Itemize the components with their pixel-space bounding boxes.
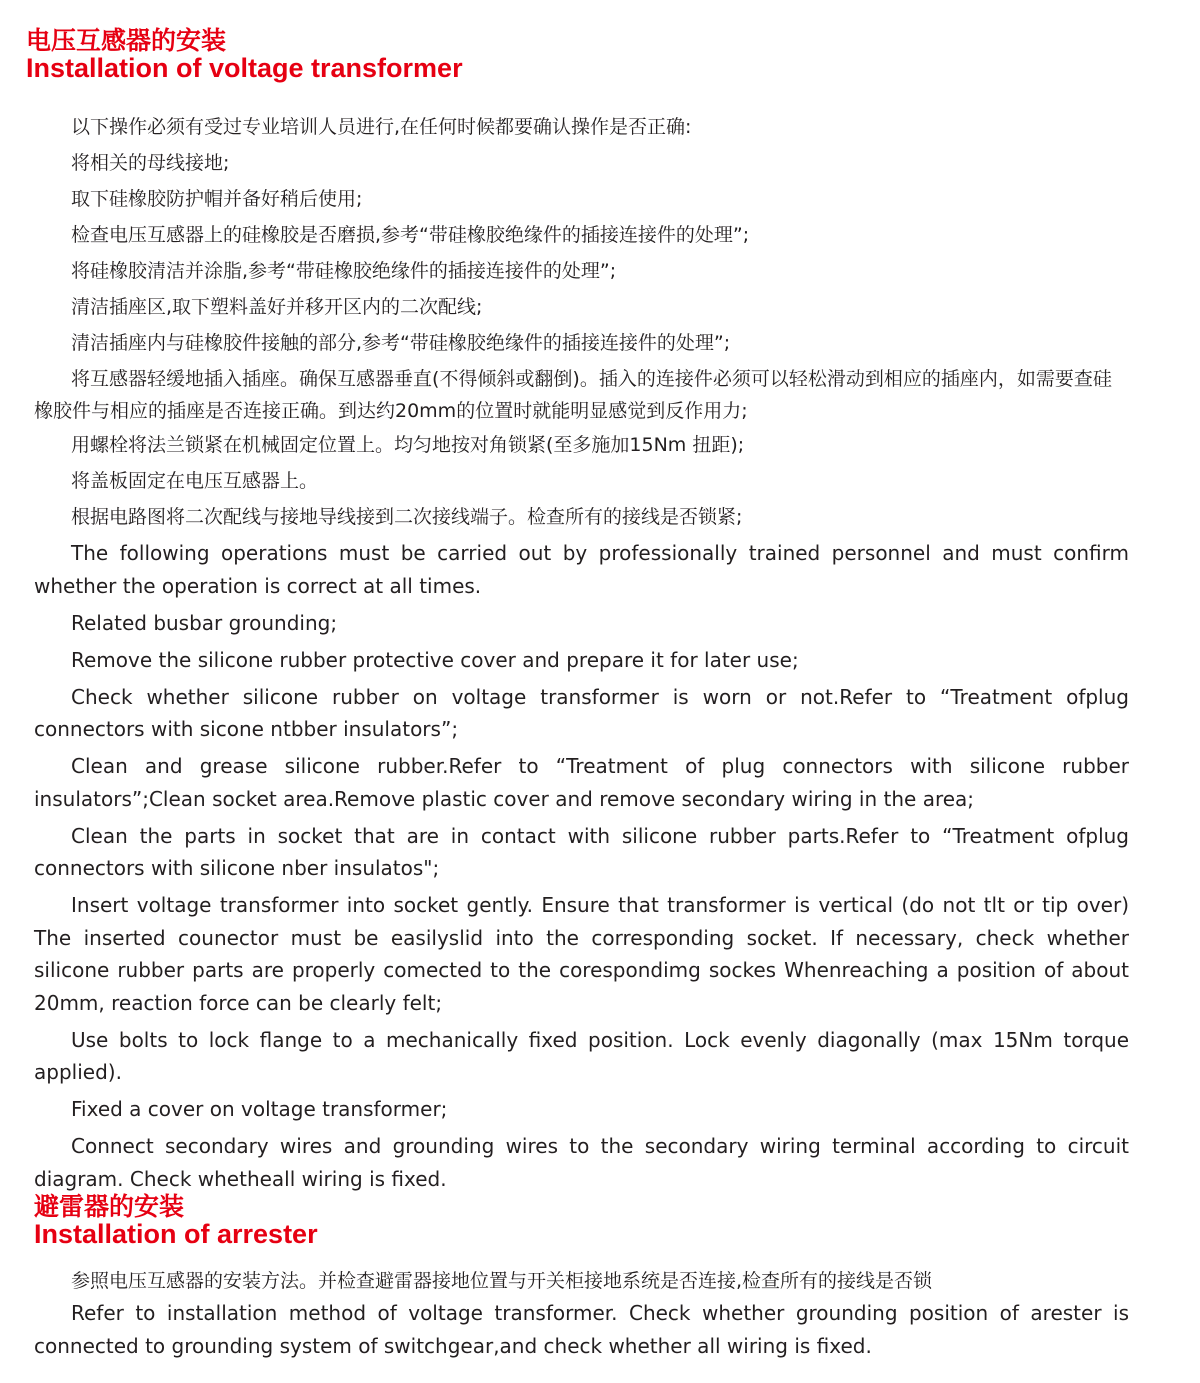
- en-paragraph: Insert voltage transformer into socket gently. Ensure that transformer is vertical (do not tlt or tip over) The inserted counector must be easilyslid into the corresponding socket. If necessary, check whether silicone rubber parts are properly comected to the corespondimg sockes Whenreaching a position of about 20mm, reaction force can be clearly felt;: [34, 893, 1129, 1015]
- section-body-arrester: [34, 1265, 1129, 1362]
- zh-paragraph: 将相关的母线接地;: [71, 152, 230, 174]
- en-paragraph: Check whether silicone rubber on voltage transformer is worn or not.Refer to “Treatment ofplug connectors with sicone ntbber insulators”;: [34, 684, 1129, 741]
- zh-paragraph: 用螺栓将法兰锁紧在机械固定位置上。均匀地按对角锁紧(至多施加15Nm 扭距);: [71, 434, 745, 456]
- zh-paragraph: 清洁插座内与硅橡胶件接触的部分,参考“带硅橡胶绝缘件的插接连接件的处理”;: [71, 332, 731, 354]
- zh-paragraph: 将硅橡胶清洁并涂脂,参考“带硅橡胶绝缘件的插接连接件的处理”;: [71, 260, 617, 282]
- en-paragraph: Remove the silicone rubber protective cover and prepare it for later use;: [71, 647, 799, 672]
- en-paragraph: Connect secondary wires and grounding wires to the secondary wiring terminal according to circuit diagram. Check whetheall wiring is fixed.: [34, 1134, 1129, 1191]
- en-paragraph: Fixed a cover on voltage transformer;: [71, 1097, 448, 1121]
- section-heading-voltage-transformer: [26, 28, 463, 82]
- section-heading-arrester: [34, 1194, 318, 1248]
- heading-zh: 电压互感器的安装: [26, 26, 227, 55]
- heading-en: Installation of arrester: [34, 1219, 318, 1249]
- zh-paragraph: 参照电压互感器的安装方法。并检查避雷器接地位置与开关柜接地系统是否连接,检查所有的接线是否锁: [71, 1270, 933, 1292]
- zh-paragraph: 将盖板固定在电压互感器上。: [71, 470, 319, 492]
- heading-en: Installation of voltage transformer: [26, 53, 463, 83]
- en-paragraph: Related busbar grounding;: [71, 610, 338, 635]
- en-paragraph: Use bolts to lock flange to a mechanically fixed position. Lock evenly diagonally (max 15Nm torque applied).: [34, 1027, 1129, 1084]
- en-paragraph: Clean and grease silicone rubber.Refer to “Treatment of plug connectors with silicone rubber insulators”;Clean socket area.Remove plastic cover and remove secondary wiring in the area;: [34, 754, 1129, 811]
- zh-paragraph: 清洁插座区,取下塑料盖好并移开区内的二次配线;: [71, 296, 483, 318]
- zh-paragraph: 检查电压互感器上的硅橡胶是否磨损,参考“带硅橡胶绝缘件的插接连接件的处理”;: [71, 224, 750, 246]
- zh-paragraph: 以下操作必须有受过专业培训人员进行,在任何时候都要确认操作是否正确:: [71, 116, 692, 138]
- zh-paragraph: 取下硅橡胶防护帽并备好稍后使用;: [71, 188, 363, 210]
- en-paragraph: Clean the parts in socket that are in contact with silicone rubber parts.Refer to “Treatment ofplug connectors with silicone nber insulatos";: [34, 823, 1129, 880]
- heading-zh: 避雷器的安装: [34, 1192, 185, 1221]
- en-paragraph: The following operations must be carried out by professionally trained personnel and must confirm whether the operation is correct at all times.: [34, 541, 1129, 598]
- section-body-voltage-transformer: [34, 111, 1129, 1200]
- zh-paragraph: 根据电路图将二次配线与接地导线接到二次接线端子。检查所有的接线是否锁紧;: [71, 506, 743, 528]
- en-paragraph: Refer to installation method of voltage transformer. Check whether grounding position of arester is connected to grounding system of switchgear,and check whether all wiring is fixed.: [34, 1301, 1129, 1358]
- zh-paragraph: 将互感器轻缓地插入插座。确保互感器垂直(不得倾斜或翻倒)。插入的连接件必须可以轻松滑动到相应的插座内，如需要查硅橡胶件与相应的插座是否连接正确。到达约20mm的位置时就能明显感觉到反作用力;: [34, 368, 1112, 422]
